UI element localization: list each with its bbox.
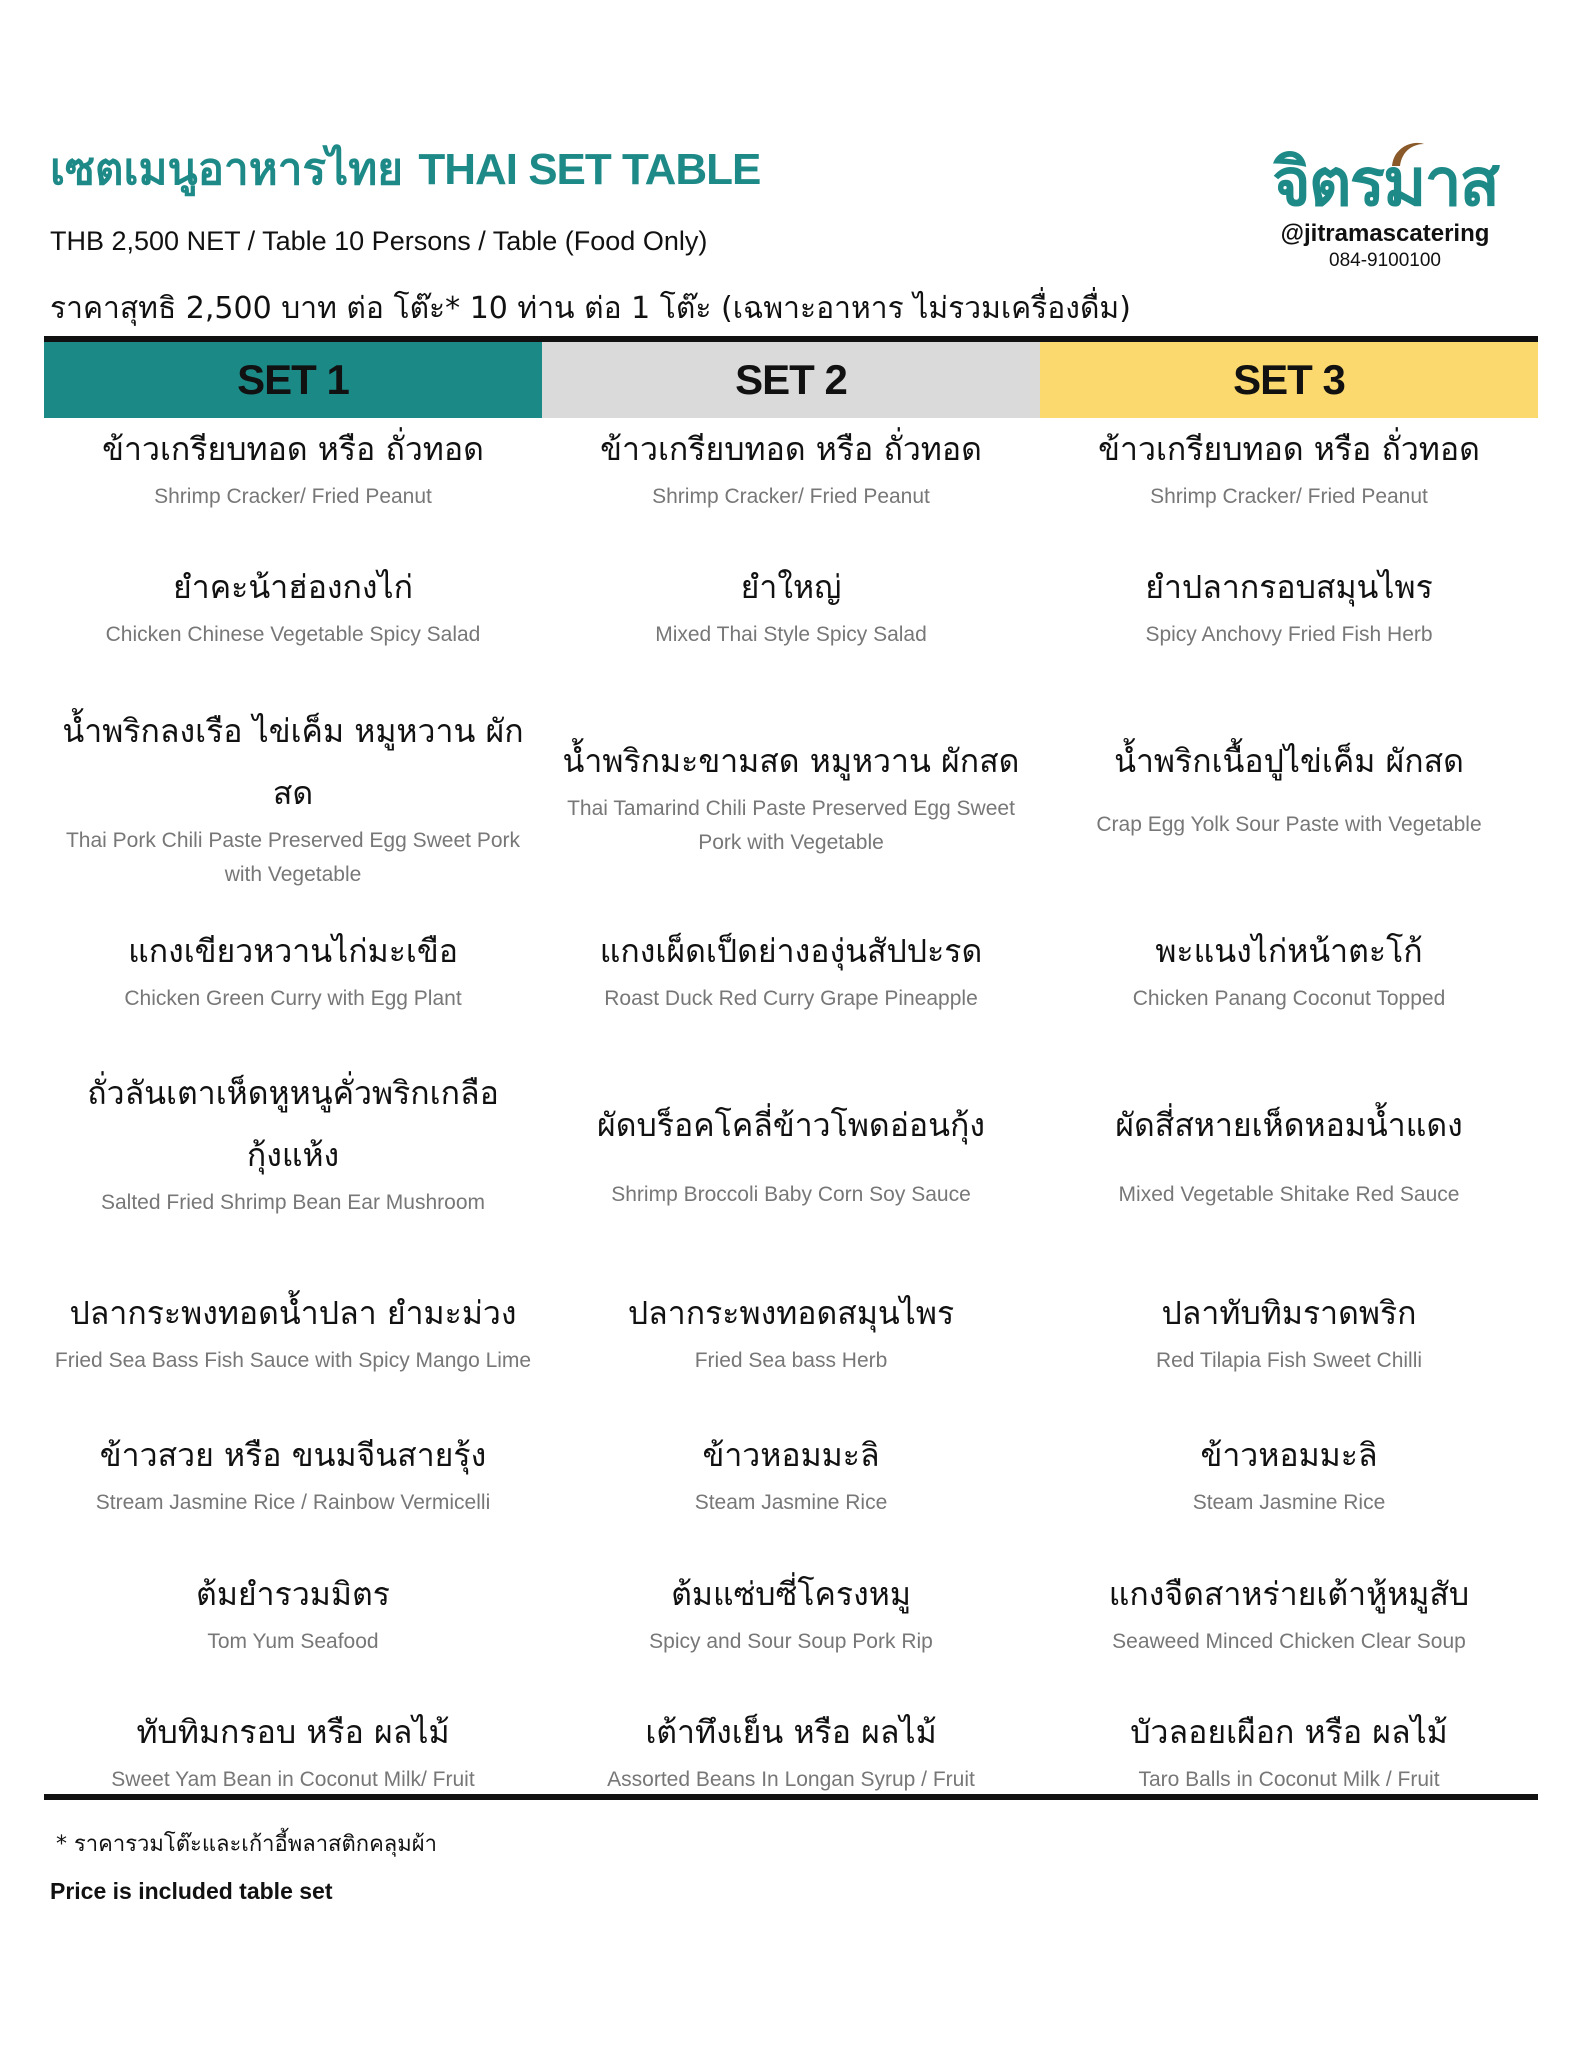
dish-english: Taro Balls in Coconut Milk / Fruit <box>1138 1768 1440 1791</box>
dish-english: Shrimp Broccoli Baby Corn Soy Sauce <box>611 1183 971 1206</box>
menu-columns <box>44 418 1538 1794</box>
dish-thai: น้ำพริกลงเรือ ไข่เค็ม หมูหวาน ผักสด <box>62 712 524 812</box>
dish-english: Shrimp Cracker/ Fried Peanut <box>154 485 432 508</box>
set-2-column <box>542 418 1040 1794</box>
brand-logo <box>1270 144 1500 272</box>
dish-english: Steam Jasmine Rice <box>694 1491 888 1514</box>
dish-english: Mixed Thai Style Spicy Salad <box>655 623 927 646</box>
menu-item <box>542 730 1040 860</box>
set-1-column <box>44 418 542 1794</box>
dish-thai: ยำคะน้าฮ่องกงไก่ <box>173 568 413 606</box>
set-headers <box>44 342 1538 418</box>
set-3-column <box>1040 418 1538 1794</box>
dish-thai: ยำใหญ่ <box>740 568 842 606</box>
dish-english: Spicy and Sour Soup Pork Rip <box>649 1630 933 1653</box>
dish-english: Thai Pork Chili Paste Preserved Egg Sweet Pork with Vegetable <box>65 829 521 886</box>
dish-thai: ข้าวหอมมะลิ <box>1200 1436 1378 1474</box>
menu-item <box>542 920 1040 1016</box>
dish-english: Stream Jasmine Rice / Rainbow Vermicelli <box>95 1491 491 1514</box>
logo-swirl-icon <box>1388 136 1428 170</box>
dish-english: Spicy Anchovy Fried Fish Herb <box>1145 623 1433 646</box>
menu-item <box>542 418 1040 514</box>
menu-item <box>44 1062 542 1220</box>
menu-item <box>44 1282 542 1378</box>
dish-thai: ยำปลากรอบสมุนไพร <box>1145 568 1433 606</box>
menu-item <box>542 1424 1040 1520</box>
dish-thai: น้ำพริกเนื้อปูไข่เค็ม ผักสด <box>1114 742 1464 780</box>
footnote-thai: * ราคารวมโต๊ะและเก้าอี้พลาสติกคลุมผ้า <box>56 1832 438 1857</box>
dish-thai: แกงเขียวหวานไก่มะเขือ <box>128 932 458 970</box>
dish-english: Fried Sea bass Herb <box>694 1349 888 1372</box>
dish-thai: ต้มแซ่บซี่โครงหมู <box>671 1575 911 1613</box>
set-3-header: SET 3 <box>1040 342 1538 418</box>
dish-thai: ถั่วลันเตาเห็ดหูหนูคั่วพริกเกลือกุ้งแห้ง <box>87 1074 499 1174</box>
dish-thai: ข้าวสวย หรือ ขนมจีนสายรุ้ง <box>99 1436 487 1474</box>
menu-item <box>542 1701 1040 1797</box>
dish-thai: เต้าทึงเย็น หรือ ผลไม้ <box>645 1713 937 1751</box>
menu-item <box>1040 1563 1538 1659</box>
dish-english: Roast Duck Red Curry Grape Pineapple <box>604 987 978 1010</box>
dish-thai: ต้มยำรวมมิตร <box>196 1575 390 1613</box>
menu-item <box>542 1563 1040 1659</box>
logo-phone: 084-9100100 <box>1329 250 1441 271</box>
menu-item <box>542 1094 1040 1212</box>
menu-item <box>542 556 1040 652</box>
dish-english: Chicken Green Curry with Egg Plant <box>124 987 462 1010</box>
table-bottom-rule <box>44 1794 1538 1800</box>
set-1-header: SET 1 <box>44 342 542 418</box>
dish-english: Assorted Beans In Longan Syrup / Fruit <box>607 1768 975 1791</box>
price-thai: ราคาสุทธิ 2,500 บาท ต่อ โต๊ะ* 10 ท่าน ต่อ 1 โต๊ะ (เฉพาะอาหาร ไม่รวมเครื่องดื่ม) <box>50 291 1131 326</box>
dish-english: Crap Egg Yolk Sour Paste with Vegetable <box>1096 813 1482 836</box>
menu-item <box>1040 1282 1538 1378</box>
menu-item <box>542 1282 1040 1378</box>
dish-thai: พะแนงไก่หน้าตะโก้ <box>1155 932 1423 970</box>
dish-english: Shrimp Cracker/ Fried Peanut <box>652 485 930 508</box>
menu-item <box>1040 1424 1538 1520</box>
dish-english: Steam Jasmine Rice <box>1192 1491 1386 1514</box>
menu-item <box>1040 1094 1538 1212</box>
logo-handle: @jitramascatering <box>1280 220 1490 247</box>
dish-english: Shrimp Cracker/ Fried Peanut <box>1150 485 1428 508</box>
dish-english: Sweet Yam Bean in Coconut Milk/ Fruit <box>111 1768 475 1791</box>
dish-thai: ข้าวเกรียบทอด หรือ ถั่วทอด <box>102 430 484 468</box>
dish-thai: ข้าวเกรียบทอด หรือ ถั่วทอด <box>1098 430 1480 468</box>
menu-item <box>44 1701 542 1797</box>
dish-thai: ผัดสี่สหายเห็ดหอมน้ำแดง <box>1115 1106 1463 1144</box>
dish-english: Red Tilapia Fish Sweet Chilli <box>1155 1349 1423 1372</box>
dish-thai: ปลากระพงทอดน้ำปลา ยำมะม่วง <box>69 1294 517 1332</box>
dish-english: Tom Yum Seafood <box>207 1630 379 1653</box>
menu-item <box>1040 730 1538 842</box>
menu-item <box>1040 920 1538 1016</box>
menu-title-english: THAI SET TABLE <box>418 145 761 194</box>
menu-item <box>1040 1701 1538 1797</box>
dish-english: Thai Tamarind Chili Paste Preserved Egg Sweet Pork with Vegetable <box>567 797 1015 854</box>
dish-thai: ปลากระพงทอดสมุนไพร <box>627 1294 955 1332</box>
dish-thai: ผัดบร็อคโคลี่ข้าวโพดอ่อนกุ้ง <box>596 1106 986 1144</box>
dish-thai: ปลาทับทิมราดพริก <box>1161 1294 1417 1332</box>
dish-thai: บัวลอยเผือก หรือ ผลไม้ <box>1130 1713 1448 1751</box>
menu-title <box>50 134 760 204</box>
menu-item <box>44 1563 542 1659</box>
footnote-english: Price is included table set <box>50 1878 333 1904</box>
dish-english: Chicken Panang Coconut Topped <box>1132 987 1446 1010</box>
dish-thai: ข้าวเกรียบทอด หรือ ถั่วทอด <box>600 430 982 468</box>
logo-wordmark <box>1270 144 1500 221</box>
menu-item <box>1040 556 1538 652</box>
menu-item <box>44 700 542 892</box>
dish-thai: แกงเผ็ดเป็ดย่างองุ่นสัปปะรด <box>599 932 983 970</box>
dish-english: Chicken Chinese Vegetable Spicy Salad <box>105 623 481 646</box>
dish-english: Seaweed Minced Chicken Clear Soup <box>1112 1630 1466 1653</box>
menu-item <box>44 556 542 652</box>
dish-english: Mixed Vegetable Shitake Red Sauce <box>1118 1183 1460 1206</box>
dish-english: Salted Fried Shrimp Bean Ear Mushroom <box>101 1191 485 1214</box>
dish-english: Fried Sea Bass Fish Sauce with Spicy Mango Lime <box>54 1349 532 1372</box>
dish-thai: ทับทิมกรอบ หรือ ผลไม้ <box>136 1713 450 1751</box>
set-2-header: SET 2 <box>542 342 1040 418</box>
price-english: THB 2,500 NET / Table 10 Persons / Table (Food Only) <box>50 226 708 256</box>
dish-thai: น้ำพริกมะขามสด หมูหวาน ผักสด <box>562 742 1020 780</box>
menu-item <box>44 1424 542 1520</box>
menu-item <box>44 418 542 514</box>
dish-thai: ข้าวหอมมะลิ <box>702 1436 880 1474</box>
dish-thai: แกงจืดสาหร่ายเต้าหู้หมูสับ <box>1108 1575 1470 1613</box>
menu-title-thai: เซตเมนูอาหารไทย <box>50 144 403 195</box>
menu-item <box>1040 418 1538 514</box>
logo-name: จิตรมาส <box>1272 144 1498 221</box>
menu-item <box>44 920 542 1016</box>
